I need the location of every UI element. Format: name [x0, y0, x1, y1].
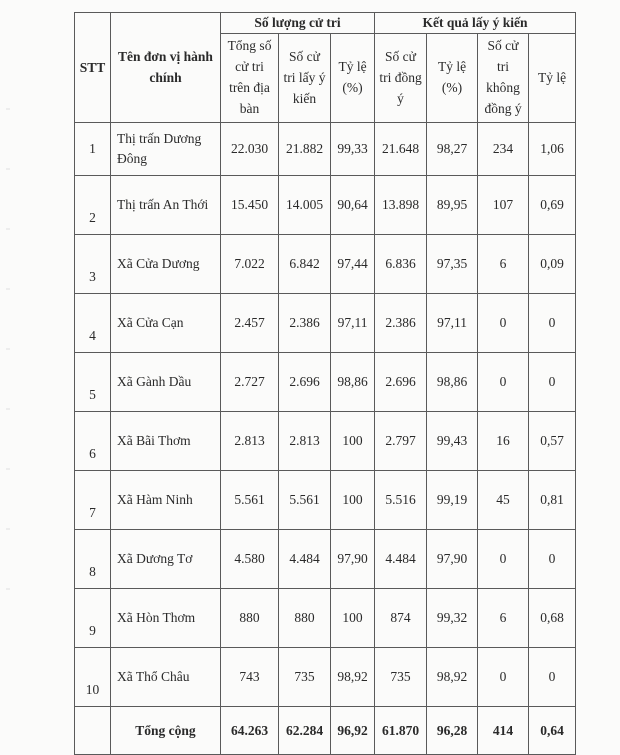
cell-total: 880 [221, 589, 279, 648]
cell-stt: 9 [75, 589, 111, 648]
cell-consulted: 5.561 [279, 471, 331, 530]
total-rate-agree: 96,28 [427, 707, 478, 755]
cell-agree: 4.484 [375, 530, 427, 589]
total-label: Tổng cộng [111, 707, 221, 755]
table-row [75, 353, 576, 412]
cell-agree: 2.386 [375, 294, 427, 353]
cell-rate-disagree: 0 [529, 353, 576, 412]
cell-name: Xã Dương Tơ [111, 530, 221, 589]
table-row [75, 648, 576, 707]
cell-rate-disagree: 0,81 [529, 471, 576, 530]
table-row [75, 176, 576, 235]
cell-rate-consulted: 100 [331, 471, 375, 530]
cell-name: Thị trấn Dương Đông [111, 123, 221, 176]
cell-disagree: 6 [478, 235, 529, 294]
total-agree: 61.870 [375, 707, 427, 755]
cell-rate-consulted: 97,44 [331, 235, 375, 294]
cell-rate-disagree: 0,68 [529, 589, 576, 648]
header-group-results: Kết quả lấy ý kiến [375, 13, 576, 34]
header-rate-agree: Tỷ lệ (%) [427, 34, 478, 123]
table-row [75, 294, 576, 353]
header-rate-consulted: Tỷ lệ (%) [331, 34, 375, 123]
cell-rate-disagree: 0,57 [529, 412, 576, 471]
cell-rate-consulted: 100 [331, 412, 375, 471]
cell-rate-disagree: 0 [529, 294, 576, 353]
cell-name: Xã Hòn Thơm [111, 589, 221, 648]
cell-consulted: 21.882 [279, 123, 331, 176]
cell-total: 2.813 [221, 412, 279, 471]
cell-disagree: 0 [478, 648, 529, 707]
total-row [75, 707, 576, 755]
cell-name: Xã Cửa Cạn [111, 294, 221, 353]
cell-rate-agree: 98,27 [427, 123, 478, 176]
cell-agree: 2.797 [375, 412, 427, 471]
header-stt: STT [75, 13, 111, 123]
cell-rate-agree: 97,11 [427, 294, 478, 353]
header-rate-disagree: Tỷ lệ [529, 34, 576, 123]
cell-rate-agree: 98,86 [427, 353, 478, 412]
cell-stt: 10 [75, 648, 111, 707]
cell-rate-consulted: 90,64 [331, 176, 375, 235]
cell-consulted: 6.842 [279, 235, 331, 294]
cell-disagree: 0 [478, 294, 529, 353]
cell-stt: 2 [75, 176, 111, 235]
cell-stt: 5 [75, 353, 111, 412]
table-row [75, 589, 576, 648]
cell-agree: 735 [375, 648, 427, 707]
cell-total: 743 [221, 648, 279, 707]
cell-total: 7.022 [221, 235, 279, 294]
cell-total: 15.450 [221, 176, 279, 235]
cell-name: Xã Gành Dầu [111, 353, 221, 412]
cell-rate-consulted: 97,90 [331, 530, 375, 589]
cell-consulted: 2.813 [279, 412, 331, 471]
scan-artifact [6, 80, 10, 640]
cell-disagree: 16 [478, 412, 529, 471]
cell-rate-agree: 98,92 [427, 648, 478, 707]
cell-stt-empty [75, 707, 111, 755]
table-row [75, 530, 576, 589]
cell-name: Thị trấn An Thới [111, 176, 221, 235]
cell-stt: 8 [75, 530, 111, 589]
cell-consulted: 2.696 [279, 353, 331, 412]
table-row [75, 235, 576, 294]
header-group-voters: Số lượng cử tri [221, 13, 375, 34]
header-name: Tên đơn vị hành chính [111, 13, 221, 123]
header-voters-consulted: Số cử tri lấy ý kiến [279, 34, 331, 123]
cell-consulted: 14.005 [279, 176, 331, 235]
cell-disagree: 0 [478, 353, 529, 412]
cell-rate-consulted: 98,92 [331, 648, 375, 707]
cell-rate-disagree: 0 [529, 648, 576, 707]
cell-name: Xã Hàm Ninh [111, 471, 221, 530]
total-rate-consulted: 96,92 [331, 707, 375, 755]
cell-stt: 6 [75, 412, 111, 471]
table-row [75, 471, 576, 530]
cell-rate-agree: 99,19 [427, 471, 478, 530]
cell-disagree: 234 [478, 123, 529, 176]
cell-total: 22.030 [221, 123, 279, 176]
cell-name: Xã Bãi Thơm [111, 412, 221, 471]
total-consulted: 62.284 [279, 707, 331, 755]
cell-name: Xã Thổ Châu [111, 648, 221, 707]
cell-rate-disagree: 1,06 [529, 123, 576, 176]
cell-consulted: 2.386 [279, 294, 331, 353]
cell-disagree: 45 [478, 471, 529, 530]
cell-agree: 2.696 [375, 353, 427, 412]
cell-disagree: 6 [478, 589, 529, 648]
total-disagree: 414 [478, 707, 529, 755]
total-total: 64.263 [221, 707, 279, 755]
cell-rate-consulted: 99,33 [331, 123, 375, 176]
table-row [75, 123, 576, 176]
cell-rate-disagree: 0,69 [529, 176, 576, 235]
cell-rate-consulted: 98,86 [331, 353, 375, 412]
cell-disagree: 107 [478, 176, 529, 235]
cell-rate-agree: 97,35 [427, 235, 478, 294]
header-total-voters: Tổng số cử tri trên địa bàn [221, 34, 279, 123]
cell-agree: 874 [375, 589, 427, 648]
cell-rate-disagree: 0 [529, 530, 576, 589]
cell-stt: 7 [75, 471, 111, 530]
header-voters-disagree: Số cử tri không đồng ý [478, 34, 529, 123]
cell-rate-agree: 89,95 [427, 176, 478, 235]
cell-consulted: 735 [279, 648, 331, 707]
cell-total: 2.727 [221, 353, 279, 412]
cell-agree: 5.516 [375, 471, 427, 530]
cell-total: 5.561 [221, 471, 279, 530]
cell-rate-disagree: 0,09 [529, 235, 576, 294]
cell-stt: 4 [75, 294, 111, 353]
cell-total: 2.457 [221, 294, 279, 353]
cell-agree: 6.836 [375, 235, 427, 294]
table-row [75, 412, 576, 471]
cell-stt: 1 [75, 123, 111, 176]
header-voters-agree: Số cử tri đồng ý [375, 34, 427, 123]
cell-rate-agree: 97,90 [427, 530, 478, 589]
cell-agree: 13.898 [375, 176, 427, 235]
cell-rate-agree: 99,43 [427, 412, 478, 471]
cell-stt: 3 [75, 235, 111, 294]
cell-disagree: 0 [478, 530, 529, 589]
cell-rate-consulted: 100 [331, 589, 375, 648]
total-rate-disagree: 0,64 [529, 707, 576, 755]
voter-consultation-table [74, 12, 576, 755]
cell-consulted: 4.484 [279, 530, 331, 589]
cell-consulted: 880 [279, 589, 331, 648]
cell-rate-consulted: 97,11 [331, 294, 375, 353]
cell-rate-agree: 99,32 [427, 589, 478, 648]
cell-name: Xã Cửa Dương [111, 235, 221, 294]
cell-agree: 21.648 [375, 123, 427, 176]
cell-total: 4.580 [221, 530, 279, 589]
